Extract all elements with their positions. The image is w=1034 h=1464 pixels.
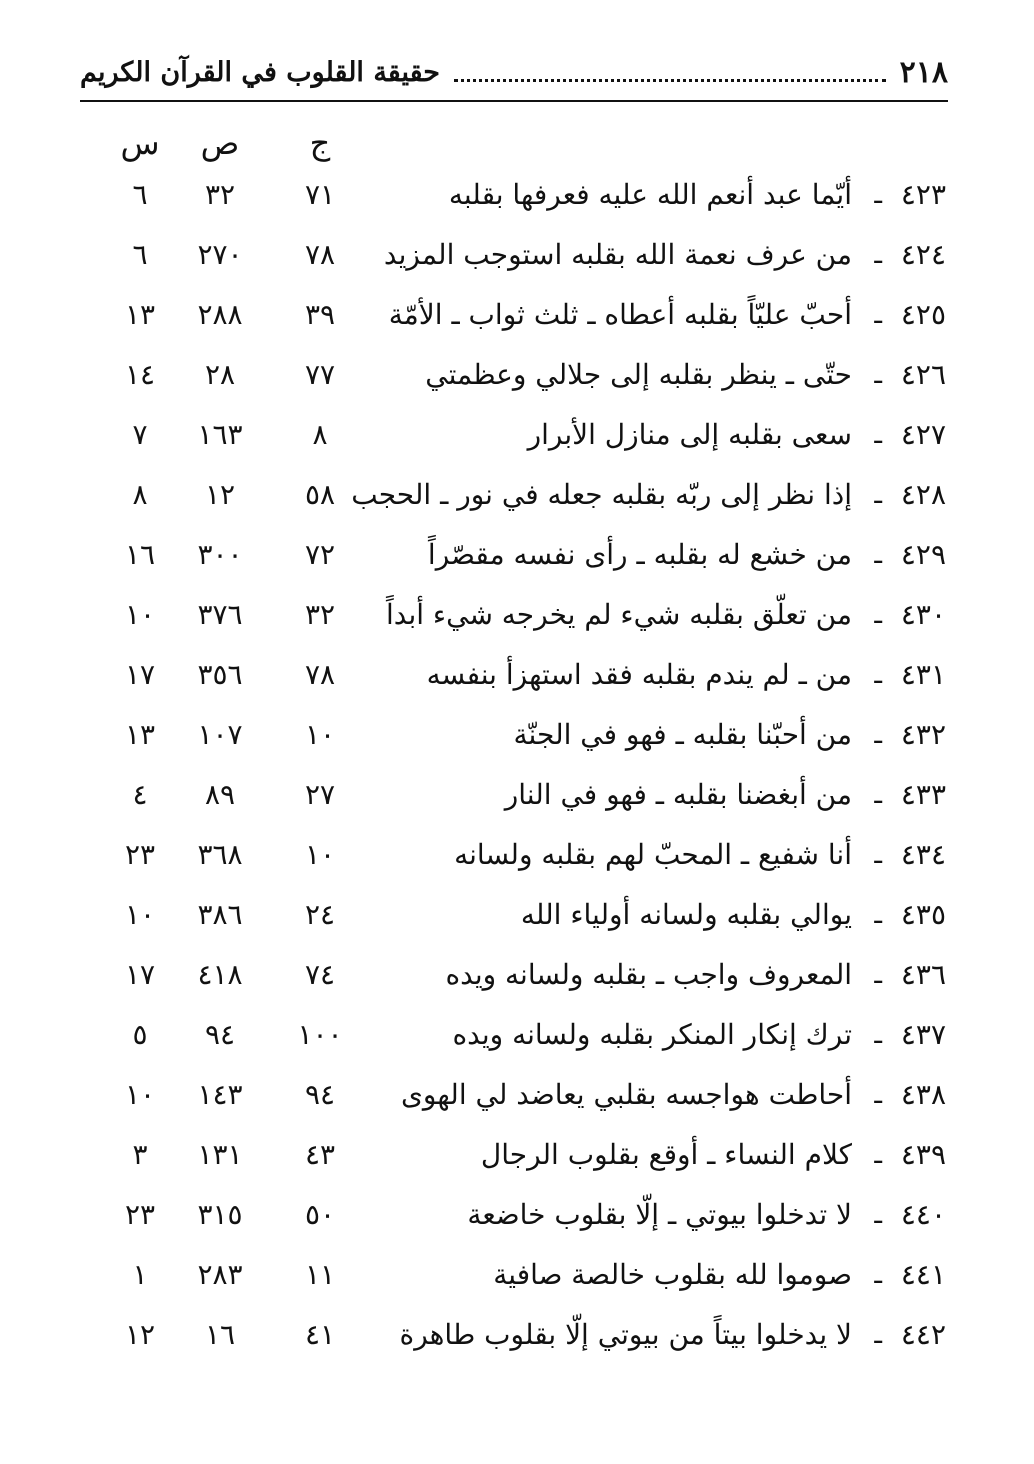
juz-value: ١١ — [304, 1258, 336, 1291]
entry-dash: ـ — [874, 1140, 882, 1170]
line-value: ٦ — [132, 238, 148, 271]
line-value: ٣ — [132, 1138, 148, 1171]
entry-text: من أحبّنا بقلبه ـ فهو في الجنّة — [513, 718, 852, 751]
juz-value: ٩٤ — [304, 1078, 336, 1111]
column-header-juz: ج — [309, 124, 331, 162]
index-row — [0, 1185, 1034, 1245]
entry-dash: ـ — [874, 900, 882, 930]
line-value: ١٠ — [124, 598, 156, 631]
line-value: ١ — [132, 1258, 148, 1291]
line-value: ١٤ — [124, 358, 156, 391]
entry-number: ٤٢٦ — [900, 358, 946, 391]
line-value: ٤ — [132, 778, 148, 811]
page-value: ١٣١ — [197, 1138, 243, 1171]
entry-number: ٤٣٤ — [900, 838, 946, 871]
entry-text: لا تدخلوا بيوتي ـ إلّا بقلوب خاضعة — [467, 1198, 852, 1231]
entry-dash: ـ — [874, 180, 882, 210]
entry-number: ٤٤٢ — [900, 1318, 946, 1351]
entry-number: ٤٣٩ — [900, 1138, 946, 1171]
entry-number: ٤٢٧ — [900, 418, 946, 451]
entry-dash: ـ — [874, 1020, 882, 1050]
line-value: ١٧ — [124, 658, 156, 691]
juz-value: ٧٢ — [304, 538, 336, 571]
line-value: ١٧ — [124, 958, 156, 991]
line-value: ١٢ — [124, 1318, 156, 1351]
page-value: ٣٦٨ — [197, 838, 243, 871]
line-value: ١٣ — [124, 718, 156, 751]
index-row — [0, 345, 1034, 405]
index-row — [0, 585, 1034, 645]
entry-number: ٤٣١ — [900, 658, 946, 691]
entry-number: ٤٤٠ — [900, 1198, 946, 1231]
page-value: ٢٨ — [204, 358, 236, 391]
entry-dash: ـ — [874, 1260, 882, 1290]
running-header — [80, 44, 948, 102]
index-row — [0, 765, 1034, 825]
page-value: ١٠٧ — [197, 718, 243, 751]
index-row — [0, 1125, 1034, 1185]
entry-text: سعى بقلبه إلى منازل الأبرار — [527, 418, 852, 451]
entry-dash: ـ — [874, 1080, 882, 1110]
page-value: ٣٧٦ — [197, 598, 243, 631]
line-value: ٢٣ — [124, 1198, 156, 1231]
index-row — [0, 525, 1034, 585]
book-title: حقيقة القلوب في القرآن الكريم — [80, 56, 440, 88]
entry-dash: ـ — [874, 240, 882, 270]
entry-number: ٤٢٨ — [900, 478, 946, 511]
entry-text: يوالي بقلبه ولسانه أولياء الله — [520, 898, 852, 931]
entry-text: من تعلّق بقلبه شيء لم يخرجه شيء أبداً — [385, 598, 852, 631]
juz-value: ٢٤ — [304, 898, 336, 931]
juz-value: ٧٨ — [304, 238, 336, 271]
juz-value: ٣٩ — [304, 298, 336, 331]
entry-text: إذا نظر إلى ربّه بقلبه جعله في نور ـ الحجب — [351, 478, 852, 511]
juz-value: ٤١ — [304, 1318, 336, 1351]
page-value: ٣٢ — [204, 178, 236, 211]
entry-number: ٤٣٢ — [900, 718, 946, 751]
index-row — [0, 645, 1034, 705]
page-value: ٣٥٦ — [197, 658, 243, 691]
index-row — [0, 165, 1034, 225]
index-list — [0, 165, 1034, 1365]
juz-value: ٧٨ — [304, 658, 336, 691]
page-value: ١٦ — [204, 1318, 236, 1351]
index-row — [0, 1065, 1034, 1125]
page-value: ٢٨٣ — [197, 1258, 243, 1291]
entry-number: ٤٣٦ — [900, 958, 946, 991]
page-value: ٩٤ — [204, 1018, 236, 1051]
juz-value: ١٠٠ — [297, 1018, 343, 1051]
entry-text: من ـ لم يندم بقلبه فقد استهزأ بنفسه — [426, 658, 852, 691]
juz-value: ٨ — [312, 418, 328, 451]
index-row — [0, 1305, 1034, 1365]
page-value: ٣٨٦ — [197, 898, 243, 931]
entry-dash: ـ — [874, 600, 882, 630]
index-row — [0, 465, 1034, 525]
index-row — [0, 945, 1034, 1005]
entry-number: ٤٣٣ — [900, 778, 946, 811]
line-value: ١٣ — [124, 298, 156, 331]
index-row — [0, 405, 1034, 465]
entry-text: من أبغضنا بقلبه ـ فهو في النار — [504, 778, 852, 811]
entry-text: من خشع له بقلبه ـ رأى نفسه مقصّراً — [427, 538, 852, 571]
entry-text: كلام النساء ـ أوقع بقلوب الرجال — [480, 1138, 852, 1171]
index-row — [0, 885, 1034, 945]
line-value: ٧ — [132, 418, 148, 451]
entry-dash: ـ — [874, 1200, 882, 1230]
juz-value: ٢٧ — [304, 778, 336, 811]
entry-text: لا يدخلوا بيتاً من بيوتي إلّا بقلوب طاهرة — [399, 1318, 852, 1351]
page-value: ٢٧٠ — [197, 238, 243, 271]
index-row — [0, 225, 1034, 285]
line-value: ١٦ — [124, 538, 156, 571]
juz-value: ٥٨ — [304, 478, 336, 511]
index-row — [0, 1005, 1034, 1065]
entry-text: المعروف واجب ـ بقلبه ولسانه ويده — [445, 958, 852, 991]
page-value: ٢٨٨ — [197, 298, 243, 331]
page-value: ٤١٨ — [197, 958, 243, 991]
entry-number: ٤٣٧ — [900, 1018, 946, 1051]
page-value: ١٤٣ — [197, 1078, 243, 1111]
column-header-page: ص — [200, 124, 240, 162]
entry-text: أنا شفيع ـ المحبّ لهم بقلبه ولسانه — [454, 838, 852, 871]
entry-number: ٤٣٥ — [900, 898, 946, 931]
entry-dash: ـ — [874, 840, 882, 870]
page-number: ٢١٨ — [899, 54, 948, 90]
entry-dash: ـ — [874, 420, 882, 450]
index-row — [0, 285, 1034, 345]
line-value: ٨ — [132, 478, 148, 511]
page-value: ٣٠٠ — [197, 538, 243, 571]
juz-value: ٤٣ — [304, 1138, 336, 1171]
juz-value: ١٠ — [304, 718, 336, 751]
page-value: ٨٩ — [204, 778, 236, 811]
entry-dash: ـ — [874, 960, 882, 990]
entry-number: ٤٣٠ — [900, 598, 946, 631]
entry-text: حتّى ـ ينظر بقلبه إلى جلالي وعظمتي — [425, 358, 852, 391]
index-row — [0, 825, 1034, 885]
juz-value: ١٠ — [304, 838, 336, 871]
juz-value: ٧١ — [304, 178, 336, 211]
page-value: ١٢ — [204, 478, 236, 511]
page-value: ١٦٣ — [197, 418, 243, 451]
line-value: ١٠ — [124, 1078, 156, 1111]
entry-dash: ـ — [874, 540, 882, 570]
entry-dash: ـ — [874, 720, 882, 750]
entry-number: ٤٢٥ — [900, 298, 946, 331]
entry-dash: ـ — [874, 360, 882, 390]
juz-value: ٧٧ — [304, 358, 336, 391]
entry-text: أيّما عبد أنعم الله عليه فعرفها بقلبه — [448, 178, 852, 211]
entry-dash: ـ — [874, 780, 882, 810]
juz-value: ٧٤ — [304, 958, 336, 991]
entry-dash: ـ — [874, 480, 882, 510]
line-value: ٥ — [132, 1018, 148, 1051]
entry-dash: ـ — [874, 660, 882, 690]
line-value: ٦ — [132, 178, 148, 211]
entry-number: ٤٤١ — [900, 1258, 946, 1291]
juz-value: ٣٢ — [304, 598, 336, 631]
column-header-line: س — [120, 124, 160, 162]
entry-number: ٤٣٨ — [900, 1078, 946, 1111]
entry-dash: ـ — [874, 300, 882, 330]
entry-text: ترك إنكار المنكر بقلبه ولسانه ويده — [452, 1018, 852, 1051]
page-value: ٣١٥ — [197, 1198, 243, 1231]
juz-value: ٥٠ — [304, 1198, 336, 1231]
index-row — [0, 705, 1034, 765]
dot-leader — [454, 79, 886, 82]
entry-number: ٤٢٣ — [900, 178, 946, 211]
entry-text: أحبّ عليّاً بقلبه أعطاه ـ ثلث ثواب ـ الأمّة — [388, 298, 852, 331]
entry-number: ٤٢٩ — [900, 538, 946, 571]
index-row — [0, 1245, 1034, 1305]
entry-dash: ـ — [874, 1320, 882, 1350]
entry-text: أحاطت هواجسه بقلبي يعاضد لي الهوى — [401, 1078, 852, 1111]
entry-text: من عرف نعمة الله بقلبه استوجب المزيد — [383, 238, 852, 271]
entry-number: ٤٢٤ — [900, 238, 946, 271]
entry-text: صوموا لله بقلوب خالصة صافية — [493, 1258, 852, 1291]
line-value: ١٠ — [124, 898, 156, 931]
line-value: ٢٣ — [124, 838, 156, 871]
